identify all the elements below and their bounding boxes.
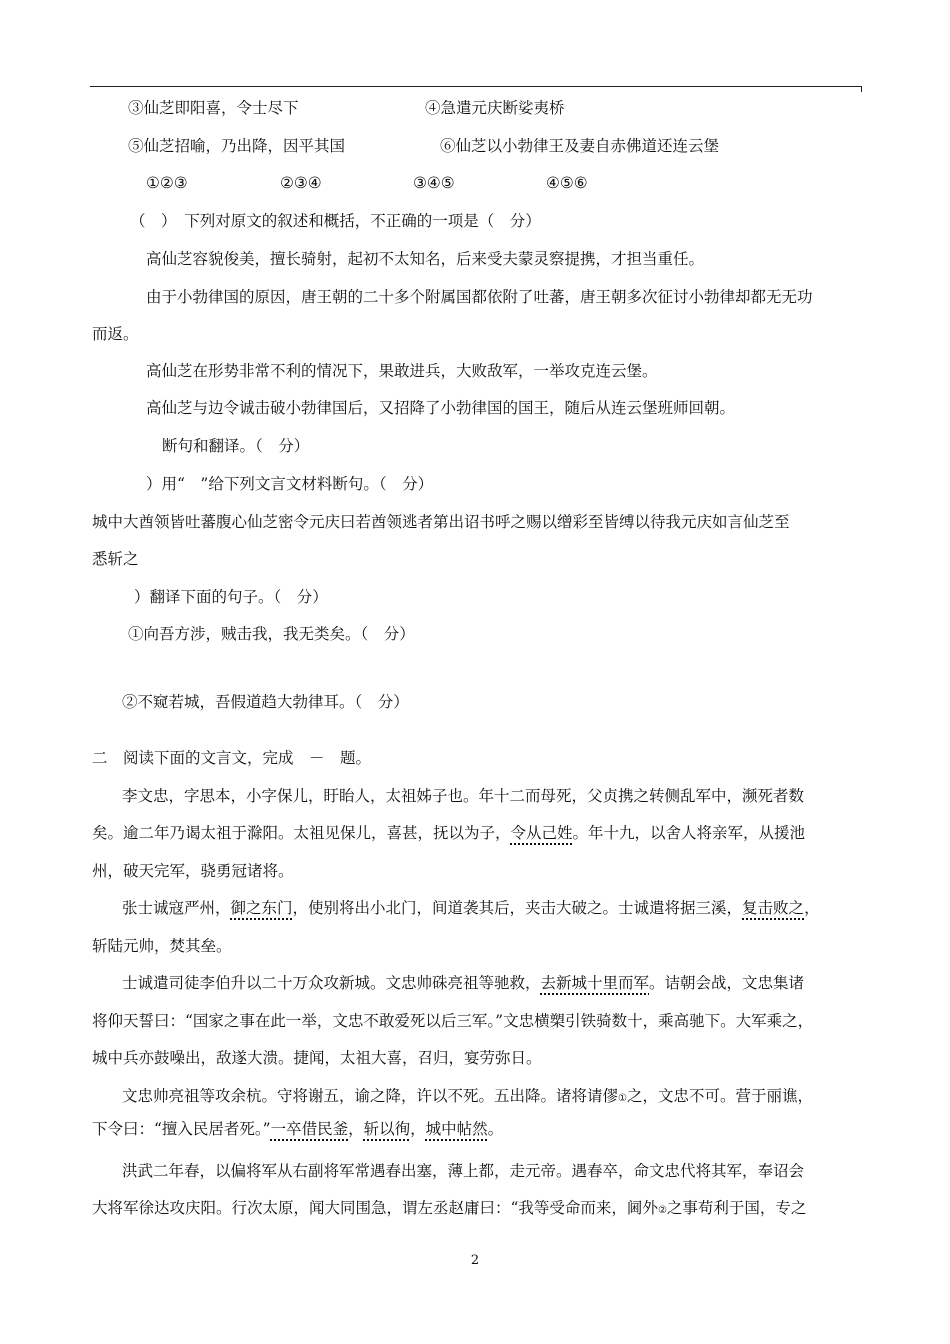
passage-p1-line1: 李文忠，字思本，小字保儿，盱眙人，太祖姊子也。年十二而母死，父贞携之转侧乱军中，濒死者数	[122, 787, 805, 805]
passage-p3-line3: 城中兵亦鼓噪出，敌遂大溃。捷闻，太祖大喜，召归，宴劳弥日。	[92, 1049, 542, 1067]
dotted-phrase: 令从己姓	[510, 824, 573, 842]
dotted-phrase: 御之东门	[230, 899, 293, 917]
dotted-phrase: 城中帖然	[425, 1120, 488, 1138]
passage-p1-line3: 州，破天完军，骁勇冠诸将。	[92, 862, 294, 880]
dotted-phrase: 去新城十里而军	[540, 974, 650, 992]
choice-b: ②③④	[280, 174, 322, 192]
summary-option-b-line1: 由于小勃律国的原因，唐王朝的二十多个附属国都依附了吐蕃，唐王朝多次征讨小勃律却都无无功	[146, 288, 813, 306]
passage-p5-line1: 洪武二年春，以偏将军从右副将军常遇春出塞，薄上都，走元帝。遇春卒，命文忠代将其军，奉诏会	[122, 1162, 805, 1180]
passage-p2-line1: 张士诚寇严州，御之东门，使别将出小北门，间道袭其后，夹击大破之。士诚遣将据三溪，复击败之，	[122, 899, 820, 917]
footnote-marker: ①	[618, 1093, 627, 1104]
option-3: ③仙芝即阳喜，令士尽下	[128, 99, 299, 117]
option-4: ④急遣元庆断娑夷桥	[425, 99, 565, 117]
summary-option-d: 高仙芝与边令诚击破小勃律国后，又招降了小勃律国的国王，随后从连云堡班师回朝。	[146, 399, 736, 417]
summary-question-stem: （ ） 下列对原文的叙述和概括，不正确的一项是（ 分）	[130, 212, 541, 230]
option-6: ⑥仙芝以小勃律王及妻自赤佛道还连云堡	[440, 137, 720, 155]
passage-p4-line1: 文忠帅亮祖等攻余杭。守将谢五，谕之降，许以不死。五出降。诸将请僇①之，文忠不可。营于丽谯，	[122, 1087, 813, 1105]
header-rule-tick	[861, 86, 862, 92]
passage-p5-line2: 大将军徐达攻庆阳。行次太原，闻大同围急，谓左丞赵庸曰：“我等受命而来，阃外②之事苟利于国，专之	[92, 1199, 807, 1217]
punctuate-instruction: ）用“ ”给下列文言文材料断句。（ 分）	[146, 475, 434, 493]
page-number: 2	[470, 1253, 480, 1268]
passage-p1-line2: 矣。逾二年乃谒太祖于滁阳。太祖见保儿，喜甚，抚以为子，令从己姓。年十九，以舍人将亲军，从援池	[92, 824, 806, 842]
translate-instruction: ）翻译下面的句子。（ 分）	[134, 588, 328, 606]
translate-heading: 断句和翻译。（ 分）	[162, 437, 310, 455]
passage-p3-line2: 将仰天誓曰：“国家之事在此一举，文忠不敢爱死以后三军。”文忠横槊引铁骑数十，乘高驰下。大军乘之，	[92, 1012, 814, 1030]
punctuate-text-line2: 悉斩之	[92, 550, 139, 568]
translate-sentence-1: ①向吾方涉，贼击我，我无类矣。（ 分）	[128, 625, 415, 643]
translate-sentence-2: ②不窥若城，吾假道趋大勃律耳。（ 分）	[122, 693, 409, 711]
passage-p2-line2: 斩陆元帅，焚其垒。	[92, 937, 232, 955]
dotted-phrase: 斩以徇	[363, 1120, 411, 1138]
section2-heading: 二 阅读下面的文言文，完成 － 题。	[92, 749, 372, 767]
summary-option-a: 高仙芝容貌俊美，擅长骑射，起初不太知名，后来受夫蒙灵察提携，才担当重任。	[146, 250, 705, 268]
header-rule	[90, 86, 862, 87]
dotted-phrase: 一卒借民釜	[270, 1120, 349, 1138]
footnote-marker: ②	[657, 1205, 667, 1216]
choice-d: ④⑤⑥	[546, 174, 588, 192]
choice-c: ③④⑤	[413, 174, 455, 192]
punctuate-text-line1: 城中大酋领皆吐蕃腹心仙芝密令元庆曰若酋领逃者第出诏书呼之赐以缯彩至皆缚以待我元庆如言仙芝至	[92, 513, 790, 531]
dotted-phrase: 复击败之	[742, 899, 805, 917]
summary-option-b-line2: 而返。	[92, 325, 139, 343]
summary-option-c: 高仙芝在形势非常不利的情况下，果敢进兵，大败敌军，一举攻克连云堡。	[146, 362, 658, 380]
option-5: ⑤仙芝招喻，乃出降，因平其国	[128, 137, 346, 155]
passage-p3-line1: 士诚遣司徒李伯升以二十万众攻新城。文忠帅硃亮祖等驰救，去新城十里而军。诘朝会战，文忠集诸	[122, 974, 805, 992]
passage-p4-line2: 下令曰：“擅入民居者死。”一卒借民釜，斩以徇，城中帖然。	[92, 1120, 504, 1138]
choice-a: ①②③	[146, 174, 188, 192]
